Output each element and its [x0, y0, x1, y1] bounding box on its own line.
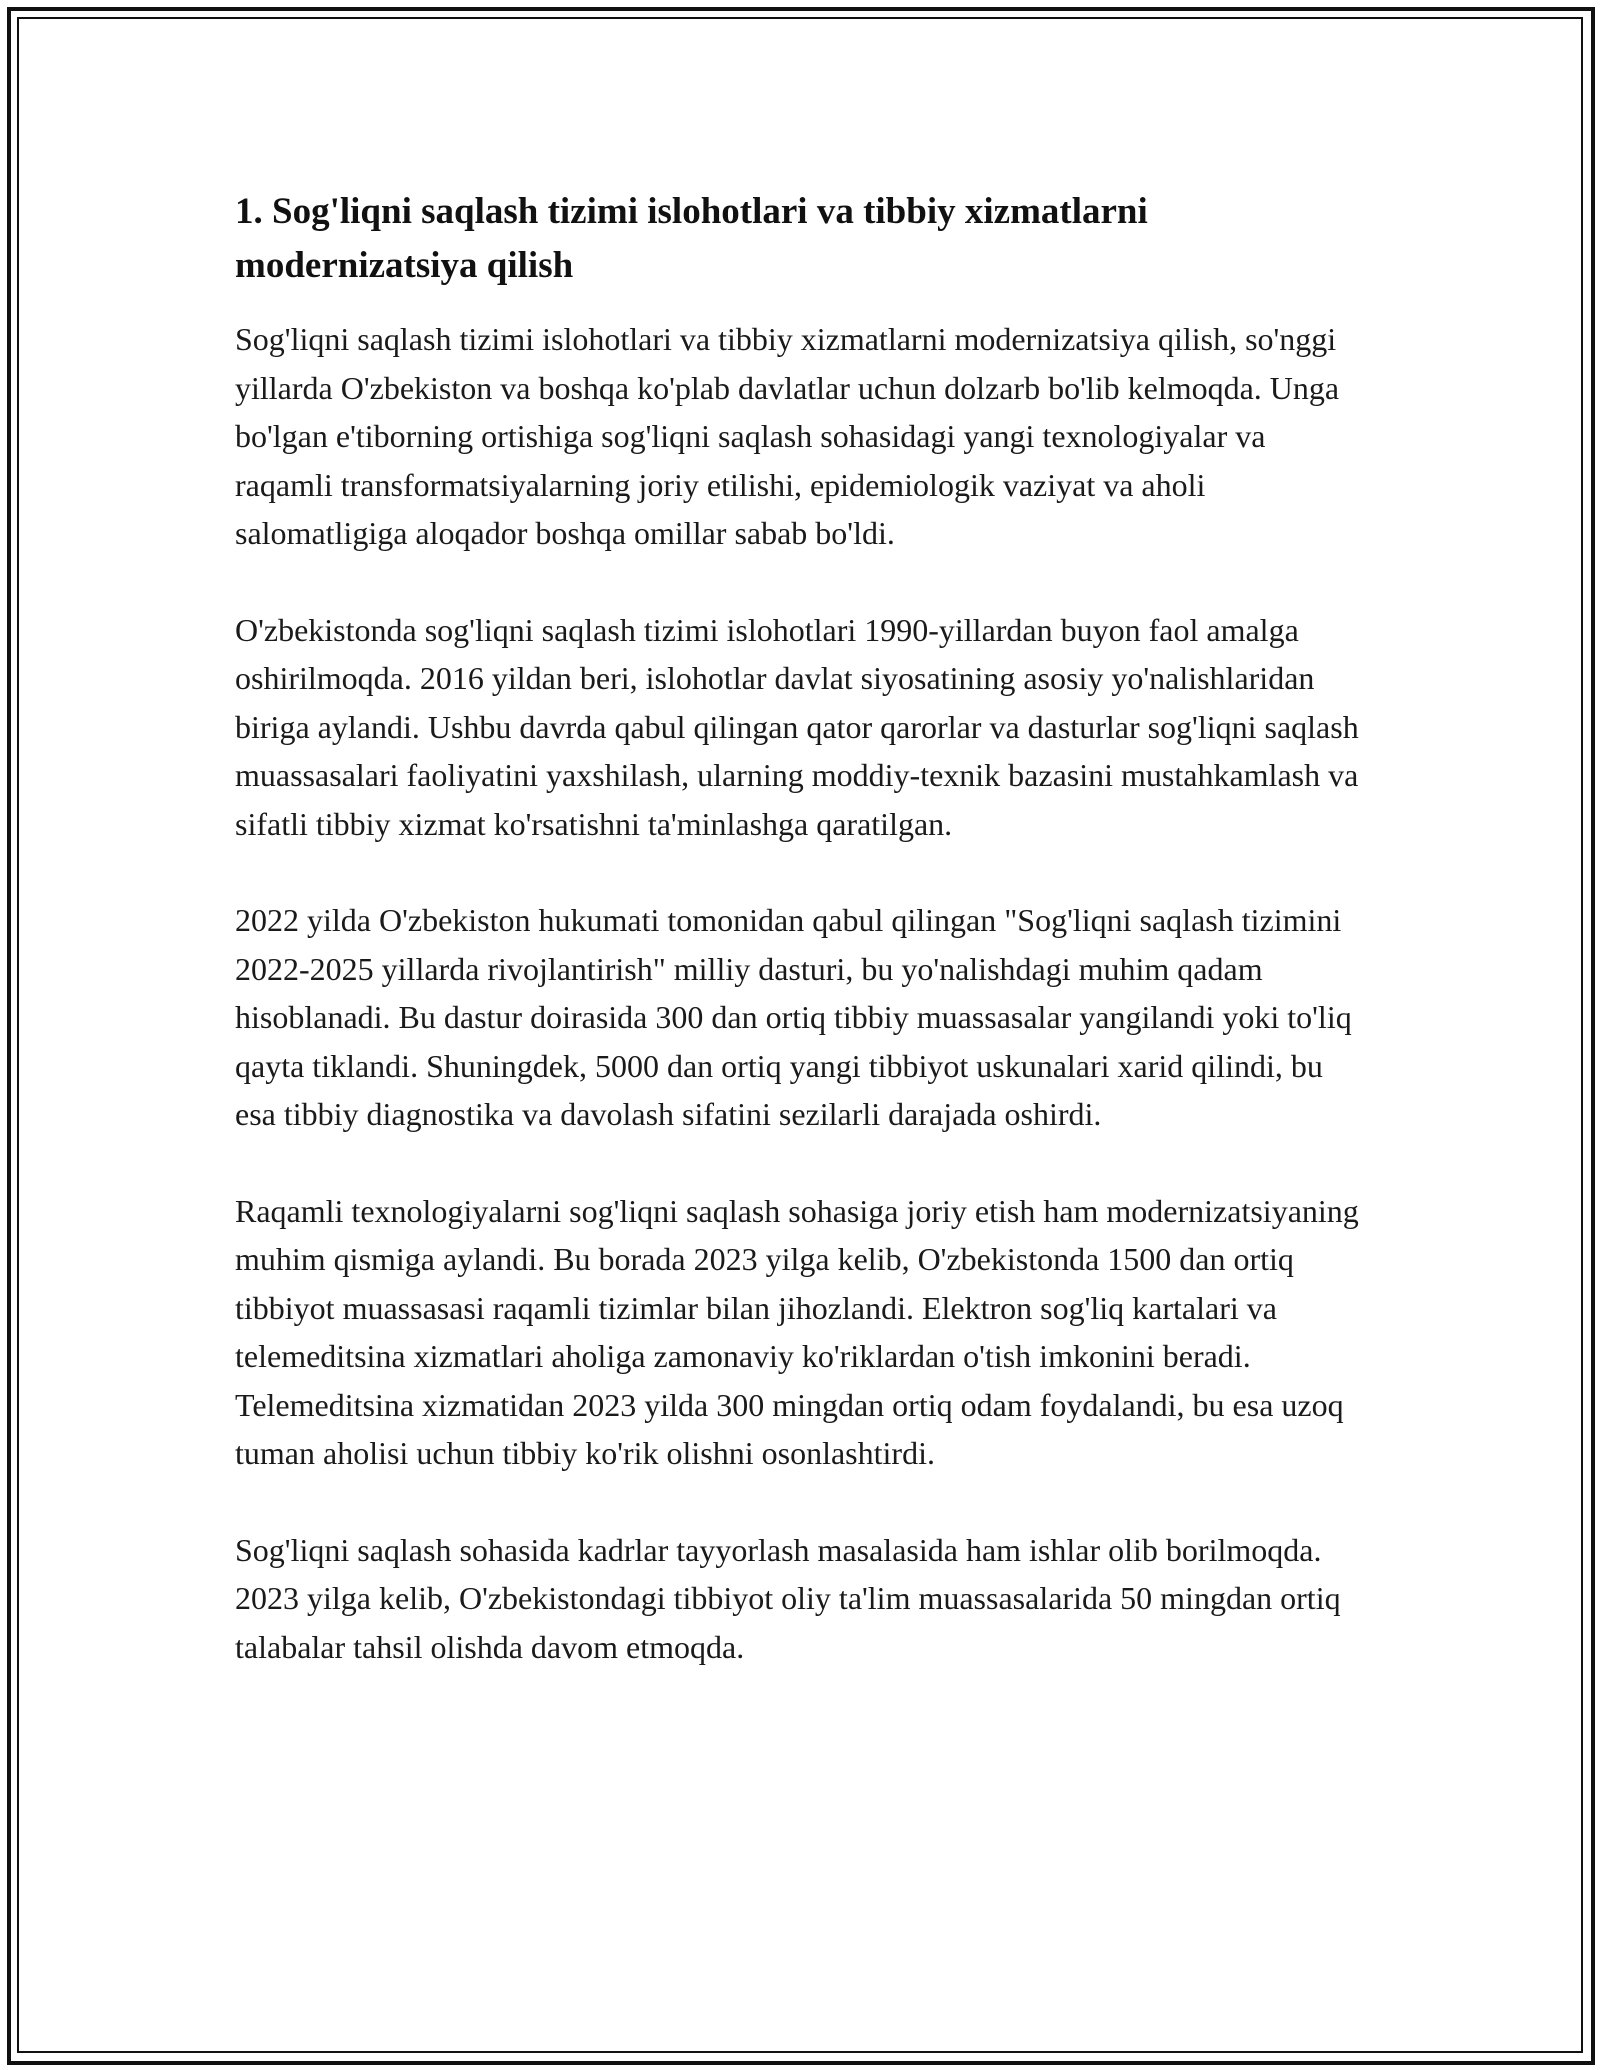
paragraph-2: O'zbekistonda sog'liqni saqlash tizimi islohotlari 1990-yillardan buyon faol amalga oshirilmoqda. 2016 yildan beri, islohotlar davlat siyosatining asosiy yo'nalishlaridan biriga aylandi. Ushbu davrda qabul qilingan qator qarorlar va dasturlar sog'liqni saqlash muassasalari faoliyatini yaxshilash, ularning moddiy-texnik bazasini mustahkamlash va sifatli tibbiy xizmat ko'rsatishni ta'minlashga qaratilgan.	[235, 611, 1359, 842]
paragraph-1: Sog'liqni saqlash tizimi islohotlari va tibbiy xizmatlarni modernizatsiya qilish, so'nggi yillarda O'zbekiston va boshqa ko'plab davlatlar uchun dolzarb bo'lib kelmoqda. Unga bo'lgan e'tiborning ortishiga sog'liqni saqlash sohasidagi yangi texnologiyalar va raqamli transformatsiyalarning joriy etilishi, epidemiologik vaziyat va aholi salomatligiga aloqador boshqa omillar sabab bo'ldi.	[235, 321, 1340, 551]
paragraph-4: Raqamli texnologiyalarni sog'liqni saqlash sohasiga joriy etish ham modernizatsiyaning muhim qismiga aylandi. Bu borada 2023 yilga kelib, O'zbekistonda 1500 dan ortiq tibbiyot muassasasi raqamli tizimlar bilan jihozlandi. Elektron sog'liq kartalari va telemeditsina xizmatlari aholiga zamonaviy ko'riklardan o'tish imkonini beradi. Telemeditsina xizmatidan 2023 yilda 300 mingdan ortiq odam foydalandi, bu esa uzoq tuman aholisi uchun tibbiy ko'rik olishni osonlashtirdi.	[235, 1192, 1359, 1471]
paragraph-3: 2022 yilda O'zbekiston hukumati tomonidan qabul qilingan "Sog'liqni saqlash tizimini 2022-2025 yillarda rivojlantirish" milliy dasturi, bu yo'nalishdagi muhim qadam hisoblanadi. Bu dastur doirasida 300 dan ortiq tibbiy muassasalar yangilandi yoki to'liq qayta tiklandi. Shuningdek, 5000 dan ortiq yangi tibbiyot uskunalari xarid qilindi, bu esa tibbiy diagnostika va davolash sifatini sezilarli darajada oshirdi.	[235, 902, 1352, 1132]
paragraph-5: Sog'liqni saqlash sohasida kadrlar tayyorlash masalasida ham ishlar olib borilmoqda. 2023 yilga kelib, O'zbekistondagi tibbiyot oliy ta'lim muassasalarida 50 mingdan ortiq talabalar tahsil olishda davom etmoqda.	[235, 1531, 1341, 1665]
document-body	[235, 185, 1365, 1719]
section-heading: 1. Sog'liqni saqlash tizimi islohotlari va tibbiy xizmatlarni modernizatsiya qilish	[235, 191, 1148, 286]
